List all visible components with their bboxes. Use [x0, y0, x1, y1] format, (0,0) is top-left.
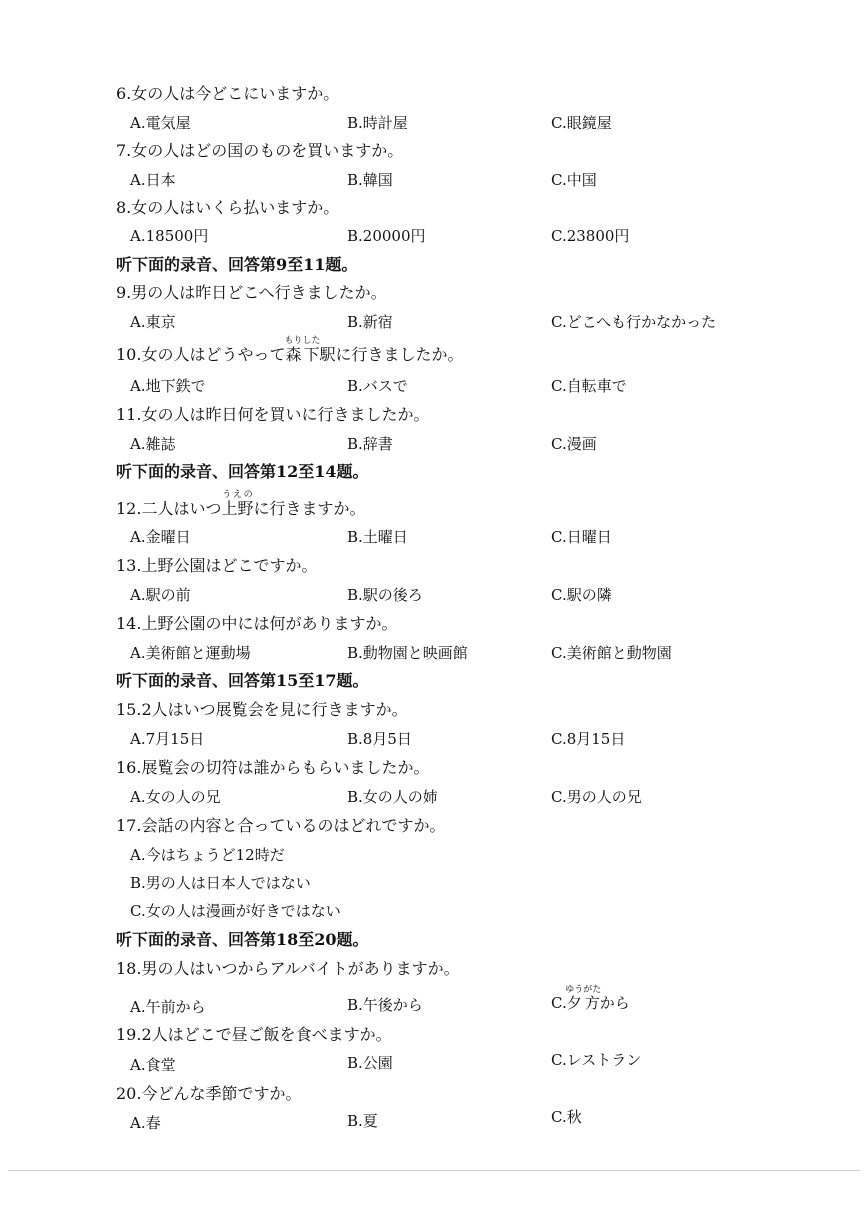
question-19: 19.2人はどこで昼ご飯を食べますか。	[116, 1025, 392, 1044]
option-17c: C.女の人は漫画が好きではない	[130, 902, 341, 920]
option-15c: C.8月15日	[551, 730, 626, 748]
option-16b: B.女の人の姉	[347, 788, 438, 806]
option-11c: C.漫画	[551, 435, 597, 453]
option-20a: A.春	[130, 1114, 161, 1132]
section-heading-12-14: 听下面的录音、回答第12至14题。	[116, 462, 369, 481]
option-13a: A.駅の前	[130, 586, 191, 604]
option-11a: A.雑誌	[130, 435, 176, 453]
option-6b: B.時計屋	[347, 114, 408, 132]
option-18c: C.夕方ゆうがたから	[551, 985, 630, 1012]
question-10-stem-after: 駅に行きましたか。	[319, 345, 464, 364]
option-9c: C.どこへも行かなかった	[551, 313, 717, 331]
option-9a: A.東京	[130, 313, 176, 331]
question-9: 9.男の人は昨日どこへ行きましたか。	[116, 283, 387, 302]
question-18: 18.男の人はいつからアルバイトがありますか。	[116, 959, 460, 978]
section-heading-15-17: 听下面的录音、回答第15至17题。	[116, 671, 369, 690]
question-15: 15.2人はいつ展覧会を見に行きますか。	[116, 700, 408, 719]
option-13b: B.駅の後ろ	[347, 586, 423, 604]
option-12c: C.日曜日	[551, 528, 612, 546]
option-9b: B.新宿	[347, 313, 393, 331]
question-12-stem-after: に行きますか。	[253, 499, 366, 518]
option-6a: A.電気屋	[130, 114, 191, 132]
option-10b: B.バスで	[347, 377, 408, 395]
page-bottom-rule	[8, 1170, 860, 1171]
furigana-morishita: 森下もりした	[284, 336, 321, 364]
question-17: 17.会話の内容と合っているのはどれですか。	[116, 816, 446, 835]
option-15a: A.7月15日	[130, 730, 205, 748]
question-10-stem-before: 10.女の人はどうやって	[116, 345, 286, 364]
option-20c: C.秋	[551, 1108, 582, 1126]
option-14c: C.美術館と動物園	[551, 644, 672, 662]
option-18b: B.午後から	[347, 996, 423, 1014]
option-7b: B.韓国	[347, 171, 393, 189]
option-8b: B.20000円	[347, 227, 426, 245]
option-10a: A.地下鉄で	[130, 377, 206, 395]
option-17a: A.今はちょうど12時だ	[130, 846, 285, 864]
question-6: 6.女の人は今どこにいますか。	[116, 84, 340, 103]
question-11: 11.女の人は昨日何を買いに行きましたか。	[116, 405, 430, 424]
question-12-stem-before: 12.二人はいつ	[116, 499, 222, 518]
section-heading-9-11: 听下面的录音、回答第9至11题。	[116, 255, 358, 274]
option-14b: B.動物園と映画館	[347, 644, 468, 662]
option-8a: A.18500円	[130, 227, 209, 245]
question-14: 14.上野公園の中には何がありますか。	[116, 614, 398, 633]
question-10	[116, 336, 463, 370]
question-12	[116, 490, 365, 524]
option-6c: C.眼鏡屋	[551, 114, 612, 132]
option-12a: A.金曜日	[130, 528, 191, 546]
option-16c: C.男の人の兄	[551, 788, 642, 806]
option-13c: C.駅の隣	[551, 586, 612, 604]
question-16: 16.展覧会の切符は誰からもらいましたか。	[116, 758, 430, 777]
option-19a: A.食堂	[130, 1056, 176, 1074]
furigana-ueno: 上野うえの	[221, 490, 254, 518]
question-20: 20.今どんな季節ですか。	[116, 1084, 302, 1103]
option-10c: C.自転車で	[551, 377, 627, 395]
question-8: 8.女の人はいくら払いますか。	[116, 198, 340, 217]
section-heading-18-20: 听下面的录音、回答第18至20题。	[116, 930, 369, 949]
option-7a: A.日本	[130, 171, 176, 189]
question-13: 13.上野公園はどこですか。	[116, 556, 318, 575]
option-12b: B.土曜日	[347, 528, 408, 546]
option-15b: B.8月5日	[347, 730, 412, 748]
option-18a: A.午前から	[130, 998, 206, 1016]
option-20b: B.夏	[347, 1112, 378, 1130]
option-14a: A.美術館と運動場	[130, 644, 251, 662]
option-16a: A.女の人の兄	[130, 788, 221, 806]
question-7: 7.女の人はどの国のものを買いますか。	[116, 141, 404, 160]
option-8c: C.23800円	[551, 227, 630, 245]
option-17b: B.男の人は日本人ではない	[130, 874, 311, 892]
option-19c: C.レストラン	[551, 1051, 642, 1069]
option-7c: C.中国	[551, 171, 597, 189]
furigana-yuugata: 夕方ゆうがた	[565, 985, 602, 1012]
option-11b: B.辞書	[347, 435, 393, 453]
option-19b: B.公園	[347, 1054, 393, 1072]
